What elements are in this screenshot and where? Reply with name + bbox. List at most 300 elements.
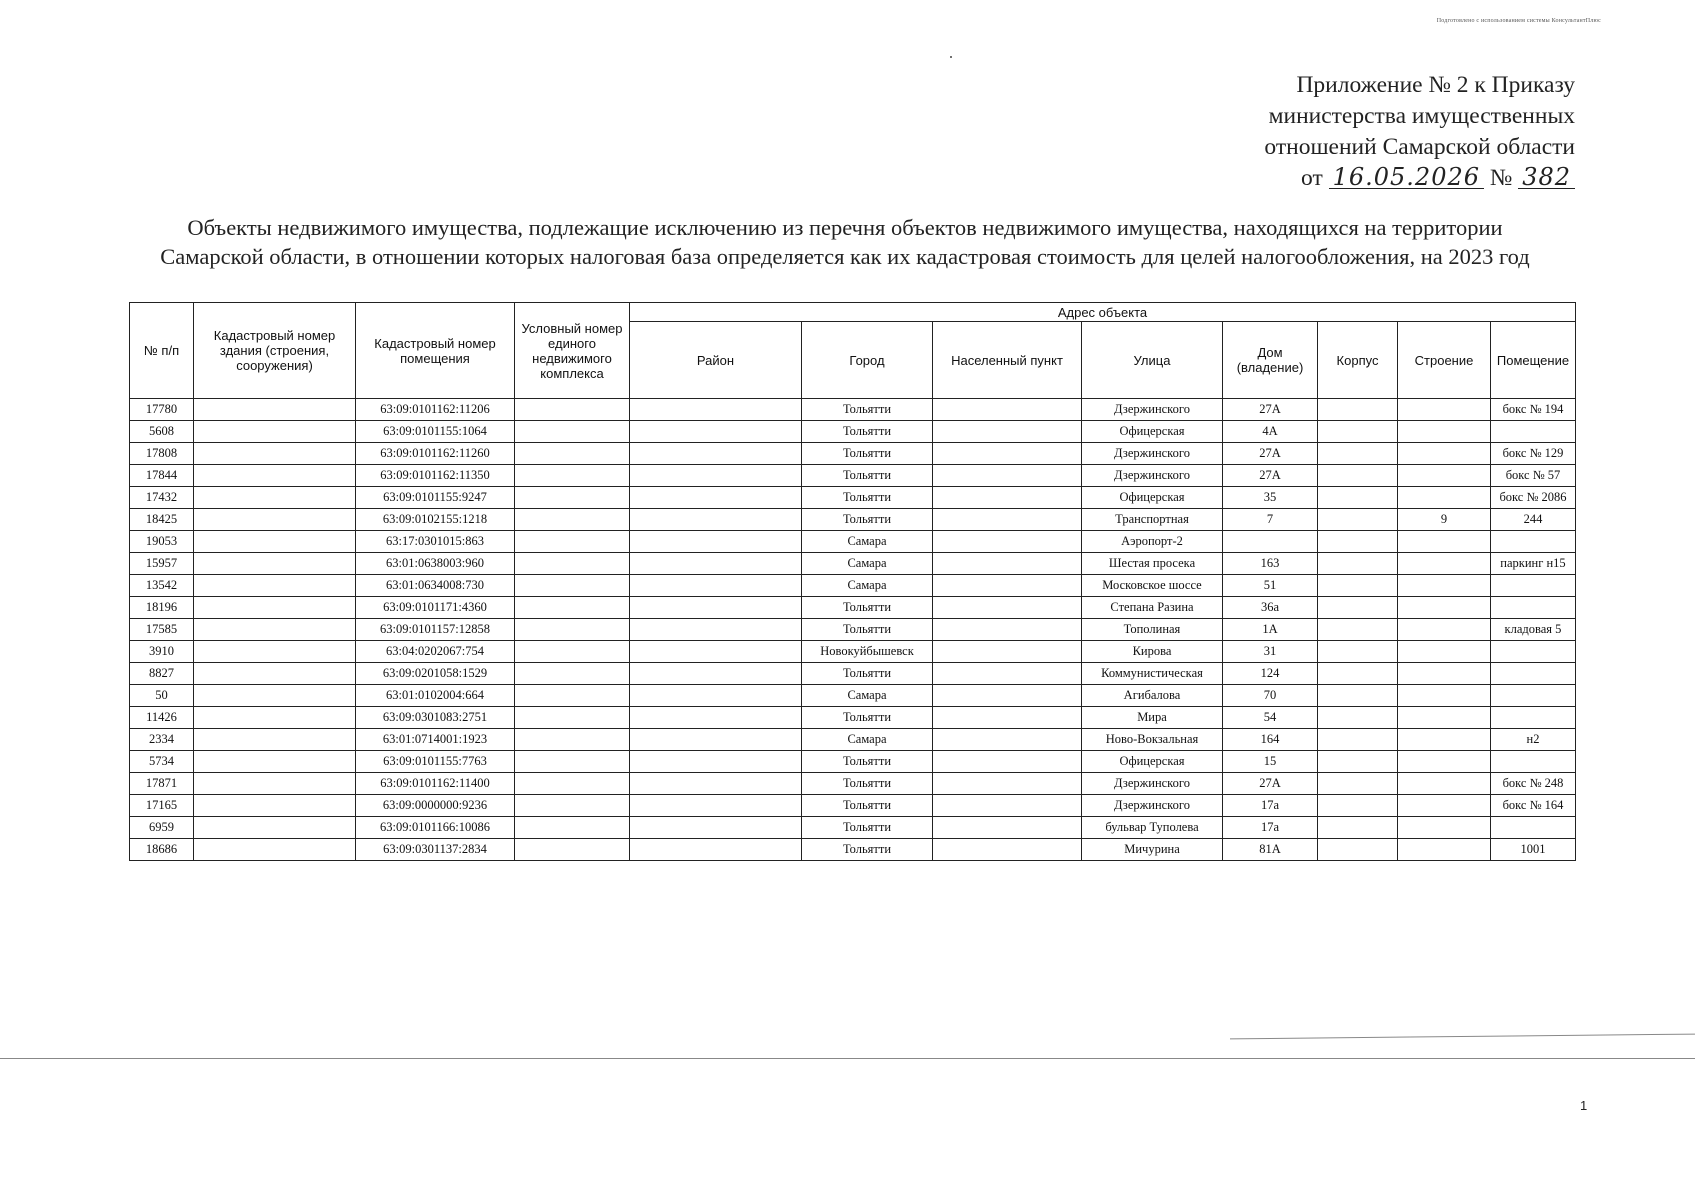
scan-speck — [950, 56, 952, 58]
cell-room-cad: 63:09:0101162:11350 — [356, 465, 515, 487]
table-row — [130, 729, 1576, 751]
cell-house: 17а — [1223, 817, 1318, 839]
cell-room: паркинг н15 — [1491, 553, 1576, 575]
cell-street: Офицерская — [1082, 487, 1223, 509]
cell-room — [1491, 575, 1576, 597]
cell-building — [1398, 729, 1491, 751]
cell-street: Дзержинского — [1082, 465, 1223, 487]
scan-artifact-line — [0, 1058, 1695, 1059]
cell-num: 50 — [130, 685, 194, 707]
cell-room — [1491, 531, 1576, 553]
cell-building-cad — [194, 729, 356, 751]
cell-conditional — [515, 509, 630, 531]
cell-city: Тольятти — [802, 597, 933, 619]
cell-house: 54 — [1223, 707, 1318, 729]
appendix-header — [1264, 70, 1575, 194]
cell-house: 35 — [1223, 487, 1318, 509]
cell-conditional — [515, 487, 630, 509]
appendix-line-2: министерства имущественных — [1268, 103, 1575, 129]
cell-corpus — [1318, 465, 1398, 487]
cell-district — [630, 685, 802, 707]
cell-city: Тольятти — [802, 487, 933, 509]
cell-room-cad: 63:09:0301137:2834 — [356, 839, 515, 861]
cell-room-cad: 63:09:0101162:11260 — [356, 443, 515, 465]
cell-house: 1А — [1223, 619, 1318, 641]
cell-room: кладовая 5 — [1491, 619, 1576, 641]
cell-building-cad — [194, 443, 356, 465]
consultant-watermark: Подготовлено с использованием системы КонсультантПлюс — [1436, 18, 1601, 24]
cell-district — [630, 641, 802, 663]
cell-district — [630, 707, 802, 729]
cell-settlement — [933, 795, 1082, 817]
cell-num: 17844 — [130, 465, 194, 487]
cell-num: 13542 — [130, 575, 194, 597]
cell-street: Дзержинского — [1082, 399, 1223, 421]
cell-settlement — [933, 773, 1082, 795]
cell-building-cad — [194, 795, 356, 817]
cell-num: 11426 — [130, 707, 194, 729]
table-row — [130, 399, 1576, 421]
cell-house: 163 — [1223, 553, 1318, 575]
cell-room-cad: 63:01:0714001:1923 — [356, 729, 515, 751]
cell-building-cad — [194, 663, 356, 685]
cell-room-cad: 63:09:0101162:11400 — [356, 773, 515, 795]
cell-settlement — [933, 465, 1082, 487]
cell-district — [630, 817, 802, 839]
col-settlement-header: Населенный пункт — [933, 322, 1082, 399]
cell-room: бокс № 164 — [1491, 795, 1576, 817]
cell-building-cad — [194, 751, 356, 773]
cell-room-cad: 63:09:0101155:9247 — [356, 487, 515, 509]
cell-corpus — [1318, 773, 1398, 795]
appendix-date-line — [1264, 163, 1575, 194]
number-sign: № — [1489, 165, 1513, 191]
cell-building-cad — [194, 619, 356, 641]
cell-building — [1398, 399, 1491, 421]
cell-settlement — [933, 707, 1082, 729]
cell-room-cad: 63:01:0638003:960 — [356, 553, 515, 575]
cell-room-cad: 63:01:0102004:664 — [356, 685, 515, 707]
table-row — [130, 619, 1576, 641]
cell-num: 17808 — [130, 443, 194, 465]
col-conditional-header: Условный номер единого недвижимого комплекса — [515, 303, 630, 399]
cell-house: 124 — [1223, 663, 1318, 685]
cell-house: 17а — [1223, 795, 1318, 817]
cell-conditional — [515, 707, 630, 729]
document-title: Объекты недвижимого имущества, подлежащие исключению из перечня объектов недвижимого имущества, находящихся на территории Самарской области, в отношении которых налоговая база определяется как их кадастровая стоимость для целей налогообложения, на 2023 год — [160, 215, 1530, 269]
cell-settlement — [933, 509, 1082, 531]
cell-room-cad: 63:17:0301015:863 — [356, 531, 515, 553]
cell-building-cad — [194, 685, 356, 707]
cell-conditional — [515, 641, 630, 663]
table-row — [130, 597, 1576, 619]
cell-room — [1491, 663, 1576, 685]
handwritten-number: 382 — [1518, 166, 1575, 189]
cell-conditional — [515, 663, 630, 685]
cell-building — [1398, 443, 1491, 465]
cell-street: Дзержинского — [1082, 795, 1223, 817]
cell-corpus — [1318, 443, 1398, 465]
cell-building — [1398, 641, 1491, 663]
cell-district — [630, 421, 802, 443]
col-city-header: Город — [802, 322, 933, 399]
cell-conditional — [515, 795, 630, 817]
cell-building-cad — [194, 773, 356, 795]
cell-city: Самара — [802, 729, 933, 751]
date-prefix: от — [1301, 165, 1323, 191]
cell-num: 18686 — [130, 839, 194, 861]
cell-street: Ново-Вокзальная — [1082, 729, 1223, 751]
cell-num: 17780 — [130, 399, 194, 421]
cell-district — [630, 399, 802, 421]
cell-city: Тольятти — [802, 443, 933, 465]
cell-district — [630, 597, 802, 619]
cell-street: Тополиная — [1082, 619, 1223, 641]
cell-room: бокс № 57 — [1491, 465, 1576, 487]
table-row — [130, 509, 1576, 531]
cell-building — [1398, 597, 1491, 619]
cell-settlement — [933, 663, 1082, 685]
cell-conditional — [515, 399, 630, 421]
cell-conditional — [515, 817, 630, 839]
cell-building — [1398, 487, 1491, 509]
cell-settlement — [933, 531, 1082, 553]
cell-corpus — [1318, 707, 1398, 729]
cell-settlement — [933, 575, 1082, 597]
cell-building — [1398, 619, 1491, 641]
cell-settlement — [933, 685, 1082, 707]
cell-city: Самара — [802, 685, 933, 707]
table-row — [130, 465, 1576, 487]
cell-room-cad: 63:01:0634008:730 — [356, 575, 515, 597]
cell-corpus — [1318, 839, 1398, 861]
cell-settlement — [933, 751, 1082, 773]
table-row — [130, 685, 1576, 707]
cell-settlement — [933, 729, 1082, 751]
cell-street: Дзержинского — [1082, 773, 1223, 795]
cell-building-cad — [194, 487, 356, 509]
cell-building — [1398, 685, 1491, 707]
cell-room-cad: 63:09:0101155:7763 — [356, 751, 515, 773]
objects-table — [129, 302, 1576, 861]
cell-room: н2 — [1491, 729, 1576, 751]
cell-city: Самара — [802, 531, 933, 553]
cell-corpus — [1318, 751, 1398, 773]
cell-district — [630, 575, 802, 597]
cell-street: Аэропорт-2 — [1082, 531, 1223, 553]
table-row — [130, 641, 1576, 663]
col-district-header: Район — [630, 322, 802, 399]
cell-building-cad — [194, 839, 356, 861]
cell-corpus — [1318, 685, 1398, 707]
cell-building-cad — [194, 531, 356, 553]
cell-corpus — [1318, 729, 1398, 751]
cell-building — [1398, 817, 1491, 839]
cell-city: Тольятти — [802, 421, 933, 443]
cell-conditional — [515, 531, 630, 553]
cell-house: 15 — [1223, 751, 1318, 773]
cell-city: Самара — [802, 553, 933, 575]
cell-house: 27А — [1223, 465, 1318, 487]
cell-building-cad — [194, 575, 356, 597]
table-row — [130, 839, 1576, 861]
cell-building-cad — [194, 817, 356, 839]
cell-building — [1398, 575, 1491, 597]
cell-room-cad: 63:09:0101171:4360 — [356, 597, 515, 619]
cell-district — [630, 751, 802, 773]
cell-conditional — [515, 575, 630, 597]
cell-house: 70 — [1223, 685, 1318, 707]
cell-room-cad: 63:09:0301083:2751 — [356, 707, 515, 729]
table-row — [130, 575, 1576, 597]
cell-building-cad — [194, 465, 356, 487]
cell-num: 17585 — [130, 619, 194, 641]
cell-conditional — [515, 751, 630, 773]
cell-house: 36а — [1223, 597, 1318, 619]
cell-num: 6959 — [130, 817, 194, 839]
table-header — [130, 303, 1576, 399]
cell-corpus — [1318, 817, 1398, 839]
cell-corpus — [1318, 487, 1398, 509]
cell-corpus — [1318, 619, 1398, 641]
cell-settlement — [933, 597, 1082, 619]
cell-room-cad: 63:09:0101166:10086 — [356, 817, 515, 839]
cell-house: 7 — [1223, 509, 1318, 531]
cell-room — [1491, 817, 1576, 839]
cell-district — [630, 553, 802, 575]
cell-district — [630, 531, 802, 553]
cell-room-cad: 63:09:0101155:1064 — [356, 421, 515, 443]
cell-house: 81А — [1223, 839, 1318, 861]
table-row — [130, 795, 1576, 817]
handwritten-date: 16.05.2026 — [1329, 166, 1484, 189]
cell-conditional — [515, 619, 630, 641]
col-num-header: № п/п — [130, 303, 194, 399]
cell-room: бокс № 2086 — [1491, 487, 1576, 509]
cell-room: бокс № 248 — [1491, 773, 1576, 795]
cell-city: Тольятти — [802, 465, 933, 487]
cell-corpus — [1318, 575, 1398, 597]
cell-corpus — [1318, 421, 1398, 443]
cell-district — [630, 773, 802, 795]
cell-district — [630, 663, 802, 685]
cell-building — [1398, 421, 1491, 443]
cell-corpus — [1318, 663, 1398, 685]
cell-house: 164 — [1223, 729, 1318, 751]
cell-room-cad: 63:09:0000000:9236 — [356, 795, 515, 817]
cell-building — [1398, 751, 1491, 773]
cell-num: 5734 — [130, 751, 194, 773]
address-group-header: Адрес объекта — [630, 303, 1576, 322]
table-row — [130, 421, 1576, 443]
cell-city: Самара — [802, 575, 933, 597]
cell-num: 18196 — [130, 597, 194, 619]
cell-street: Офицерская — [1082, 751, 1223, 773]
cell-building-cad — [194, 641, 356, 663]
table-row — [130, 487, 1576, 509]
cell-building-cad — [194, 597, 356, 619]
cell-room — [1491, 421, 1576, 443]
cell-city: Тольятти — [802, 707, 933, 729]
cell-street: Агибалова — [1082, 685, 1223, 707]
cell-conditional — [515, 553, 630, 575]
cell-city: Тольятти — [802, 663, 933, 685]
cell-city: Новокуйбышевск — [802, 641, 933, 663]
table-row — [130, 751, 1576, 773]
cell-house: 27А — [1223, 399, 1318, 421]
cell-room — [1491, 597, 1576, 619]
cell-building — [1398, 553, 1491, 575]
cell-house — [1223, 531, 1318, 553]
cell-corpus — [1318, 597, 1398, 619]
cell-num: 5608 — [130, 421, 194, 443]
cell-room-cad: 63:09:0101157:12858 — [356, 619, 515, 641]
cell-district — [630, 795, 802, 817]
cell-city: Тольятти — [802, 399, 933, 421]
cell-district — [630, 839, 802, 861]
cell-street: Офицерская — [1082, 421, 1223, 443]
cell-house: 51 — [1223, 575, 1318, 597]
table-row — [130, 443, 1576, 465]
col-room-header: Помещение — [1491, 322, 1576, 399]
cell-settlement — [933, 421, 1082, 443]
col-corpus-header: Корпус — [1318, 322, 1398, 399]
cell-conditional — [515, 597, 630, 619]
cell-num: 15957 — [130, 553, 194, 575]
table-row — [130, 817, 1576, 839]
cell-building: 9 — [1398, 509, 1491, 531]
cell-room — [1491, 707, 1576, 729]
table-row — [130, 663, 1576, 685]
cell-conditional — [515, 685, 630, 707]
cell-building — [1398, 839, 1491, 861]
cell-settlement — [933, 487, 1082, 509]
table-row — [130, 773, 1576, 795]
cell-settlement — [933, 641, 1082, 663]
cell-city: Тольятти — [802, 795, 933, 817]
cell-room: 244 — [1491, 509, 1576, 531]
col-building-cad-header: Кадастровый номер здания (строения, сооружения) — [194, 303, 356, 399]
cell-num: 2334 — [130, 729, 194, 751]
cell-street: Мира — [1082, 707, 1223, 729]
cell-num: 3910 — [130, 641, 194, 663]
cell-conditional — [515, 729, 630, 751]
table-body — [130, 399, 1576, 861]
cell-street: Кирова — [1082, 641, 1223, 663]
cell-city: Тольятти — [802, 817, 933, 839]
cell-conditional — [515, 443, 630, 465]
cell-street: Транспортная — [1082, 509, 1223, 531]
cell-building — [1398, 707, 1491, 729]
cell-city: Тольятти — [802, 773, 933, 795]
cell-room-cad: 63:09:0201058:1529 — [356, 663, 515, 685]
scan-artifact-line — [1230, 1034, 1695, 1040]
col-street-header: Улица — [1082, 322, 1223, 399]
cell-city: Тольятти — [802, 509, 933, 531]
cell-street: Мичурина — [1082, 839, 1223, 861]
cell-city: Тольятти — [802, 839, 933, 861]
cell-city: Тольятти — [802, 619, 933, 641]
cell-building — [1398, 795, 1491, 817]
cell-room: 1001 — [1491, 839, 1576, 861]
cell-street: Московское шоссе — [1082, 575, 1223, 597]
cell-building-cad — [194, 509, 356, 531]
cell-district — [630, 487, 802, 509]
cell-conditional — [515, 421, 630, 443]
cell-room: бокс № 194 — [1491, 399, 1576, 421]
cell-building — [1398, 465, 1491, 487]
cell-building-cad — [194, 399, 356, 421]
cell-building-cad — [194, 707, 356, 729]
cell-district — [630, 443, 802, 465]
cell-corpus — [1318, 641, 1398, 663]
cell-settlement — [933, 619, 1082, 641]
cell-settlement — [933, 443, 1082, 465]
cell-building — [1398, 663, 1491, 685]
cell-street: Дзержинского — [1082, 443, 1223, 465]
cell-corpus — [1318, 399, 1398, 421]
cell-street: Шестая просека — [1082, 553, 1223, 575]
cell-num: 8827 — [130, 663, 194, 685]
cell-street: бульвар Туполева — [1082, 817, 1223, 839]
cell-room — [1491, 641, 1576, 663]
cell-district — [630, 465, 802, 487]
cell-district — [630, 509, 802, 531]
cell-building-cad — [194, 421, 356, 443]
cell-house: 27А — [1223, 443, 1318, 465]
cell-street: Коммунистическая — [1082, 663, 1223, 685]
cell-district — [630, 619, 802, 641]
cell-num: 18425 — [130, 509, 194, 531]
cell-num: 19053 — [130, 531, 194, 553]
cell-settlement — [933, 553, 1082, 575]
table-row — [130, 707, 1576, 729]
cell-corpus — [1318, 553, 1398, 575]
cell-num: 17871 — [130, 773, 194, 795]
cell-room — [1491, 751, 1576, 773]
cell-room-cad: 63:09:0101162:11206 — [356, 399, 515, 421]
cell-corpus — [1318, 795, 1398, 817]
col-house-header: Дом (владение) — [1223, 322, 1318, 399]
cell-building — [1398, 531, 1491, 553]
col-building-header: Строение — [1398, 322, 1491, 399]
cell-room-cad: 63:09:0102155:1218 — [356, 509, 515, 531]
cell-settlement — [933, 399, 1082, 421]
cell-room: бокс № 129 — [1491, 443, 1576, 465]
cell-house: 4А — [1223, 421, 1318, 443]
cell-building-cad — [194, 553, 356, 575]
cell-district — [630, 729, 802, 751]
cell-room — [1491, 685, 1576, 707]
cell-house: 31 — [1223, 641, 1318, 663]
cell-corpus — [1318, 531, 1398, 553]
cell-street: Степана Разина — [1082, 597, 1223, 619]
table-row — [130, 553, 1576, 575]
cell-building — [1398, 773, 1491, 795]
page-number: 1 — [1580, 1098, 1588, 1113]
cell-corpus — [1318, 509, 1398, 531]
cell-room-cad: 63:04:0202067:754 — [356, 641, 515, 663]
appendix-line-1: Приложение № 2 к Приказу — [1296, 72, 1575, 98]
cell-city: Тольятти — [802, 751, 933, 773]
cell-conditional — [515, 773, 630, 795]
cell-num: 17432 — [130, 487, 194, 509]
cell-settlement — [933, 817, 1082, 839]
table-row — [130, 531, 1576, 553]
appendix-line-3: отношений Самарской области — [1264, 134, 1575, 160]
cell-settlement — [933, 839, 1082, 861]
col-room-cad-header: Кадастровый номер помещения — [356, 303, 515, 399]
